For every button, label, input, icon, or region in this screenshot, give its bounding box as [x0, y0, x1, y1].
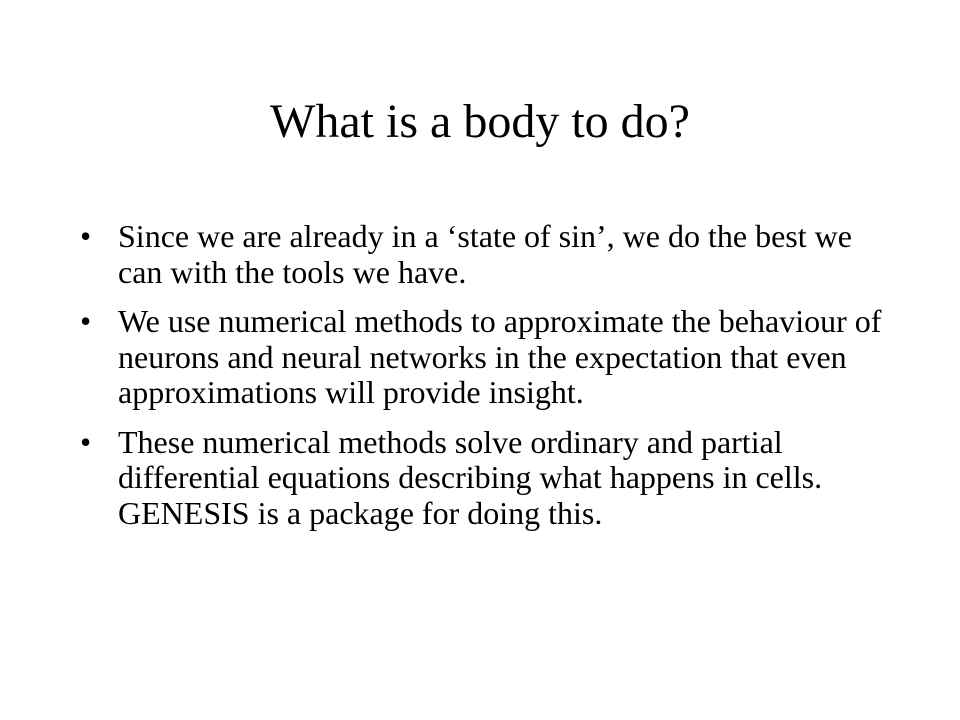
bullet-icon: •	[80, 218, 92, 254]
bullet-text: Since we are already in a ‘state of sin’, we do the best we can with the tools we have.	[118, 218, 852, 290]
list-item	[72, 304, 882, 411]
list-item	[72, 219, 882, 290]
bullet-icon: •	[80, 303, 92, 339]
slide-title: What is a body to do?	[270, 95, 690, 148]
list-item	[72, 425, 882, 532]
bullet-list	[72, 219, 882, 545]
bullet-text: We use numerical methods to approximate the behaviour of neurons and neural networks in the expectation that even approximations will provide insight.	[118, 303, 882, 410]
bullet-text: These numerical methods solve ordinary and partial differential equations describing what happens in cells. GENESIS is a package for doing this.	[118, 423, 823, 531]
bullet-icon: •	[80, 423, 92, 460]
